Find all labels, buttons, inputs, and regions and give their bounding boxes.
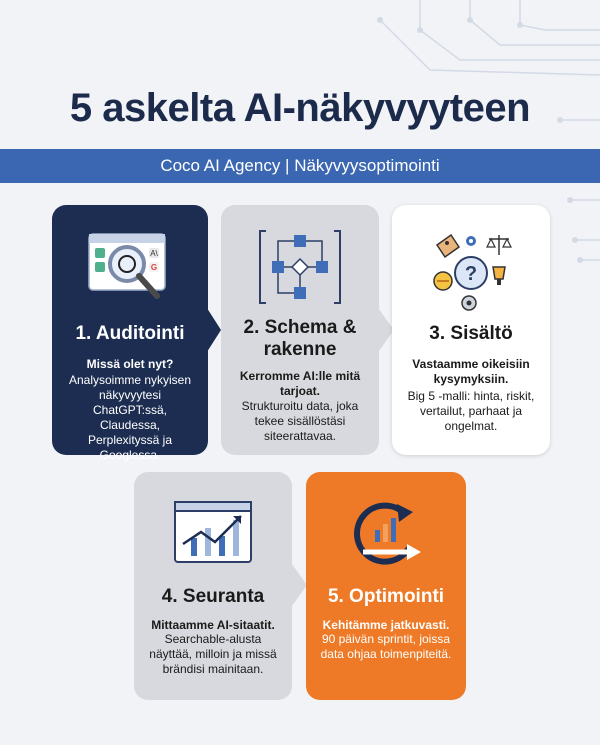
step-lead: Mittaamme AI-sitaatit. xyxy=(151,618,275,632)
step-card-sisalto xyxy=(392,205,550,455)
step-lead: Missä olet nyt? xyxy=(86,357,174,371)
step-title: 1. Auditointi xyxy=(75,323,185,344)
cycle-icon xyxy=(343,494,429,572)
step-body: Big 5 -malli: hinta, riskit, vertailut, parhaat ja ongelmat. xyxy=(407,389,535,433)
question-icon xyxy=(425,227,517,313)
step-title: 3. Sisältö xyxy=(429,323,513,344)
step-body: 90 päivän sprintit, joissa data ohjaa toimenpiteitä. xyxy=(320,632,452,661)
step-title: 2. Schema & rakenne xyxy=(243,317,357,360)
step-lead: Kehitämme jatkuvasti. xyxy=(322,618,450,632)
step-card-schema xyxy=(221,205,379,455)
step-card-auditointi xyxy=(52,205,208,462)
step-body: Analysoimme nykyisen näkyvyytesi ChatGPT:ssä, Claudessa, Perplexityssä ja Googlessa. xyxy=(68,373,192,462)
step-body: Searchable-alusta näyttää, milloin ja missä brändisi mainitaan. xyxy=(149,632,277,676)
magnifier-audit-icon xyxy=(85,230,175,315)
step-title: 4. Seuranta xyxy=(161,586,265,607)
svg-text:?: ? xyxy=(464,263,478,285)
svg-text:A\: A\ xyxy=(150,249,158,258)
banner-text: Coco AI Agency | Näkyvyysoptimointi xyxy=(160,156,440,175)
page-title: 5 askelta AI-näkyvyyteen xyxy=(69,86,531,130)
step-lead: Vastaamme oikeisiin kysymyksiin. xyxy=(412,357,530,386)
flowchart-icon xyxy=(258,227,342,307)
step-card-seuranta xyxy=(134,472,292,700)
svg-text:G: G xyxy=(150,263,158,272)
step-body: Strukturoitu data, joka tekee sisällöstäsi siteerattavaa. xyxy=(241,399,359,443)
step-lead: Kerromme AI:lle mitä tarjoat. xyxy=(239,369,361,398)
chart-icon xyxy=(171,498,255,568)
step-card-optimointi xyxy=(306,472,466,700)
step-title: 5. Optimointi xyxy=(327,586,445,607)
agency-banner xyxy=(0,149,600,183)
